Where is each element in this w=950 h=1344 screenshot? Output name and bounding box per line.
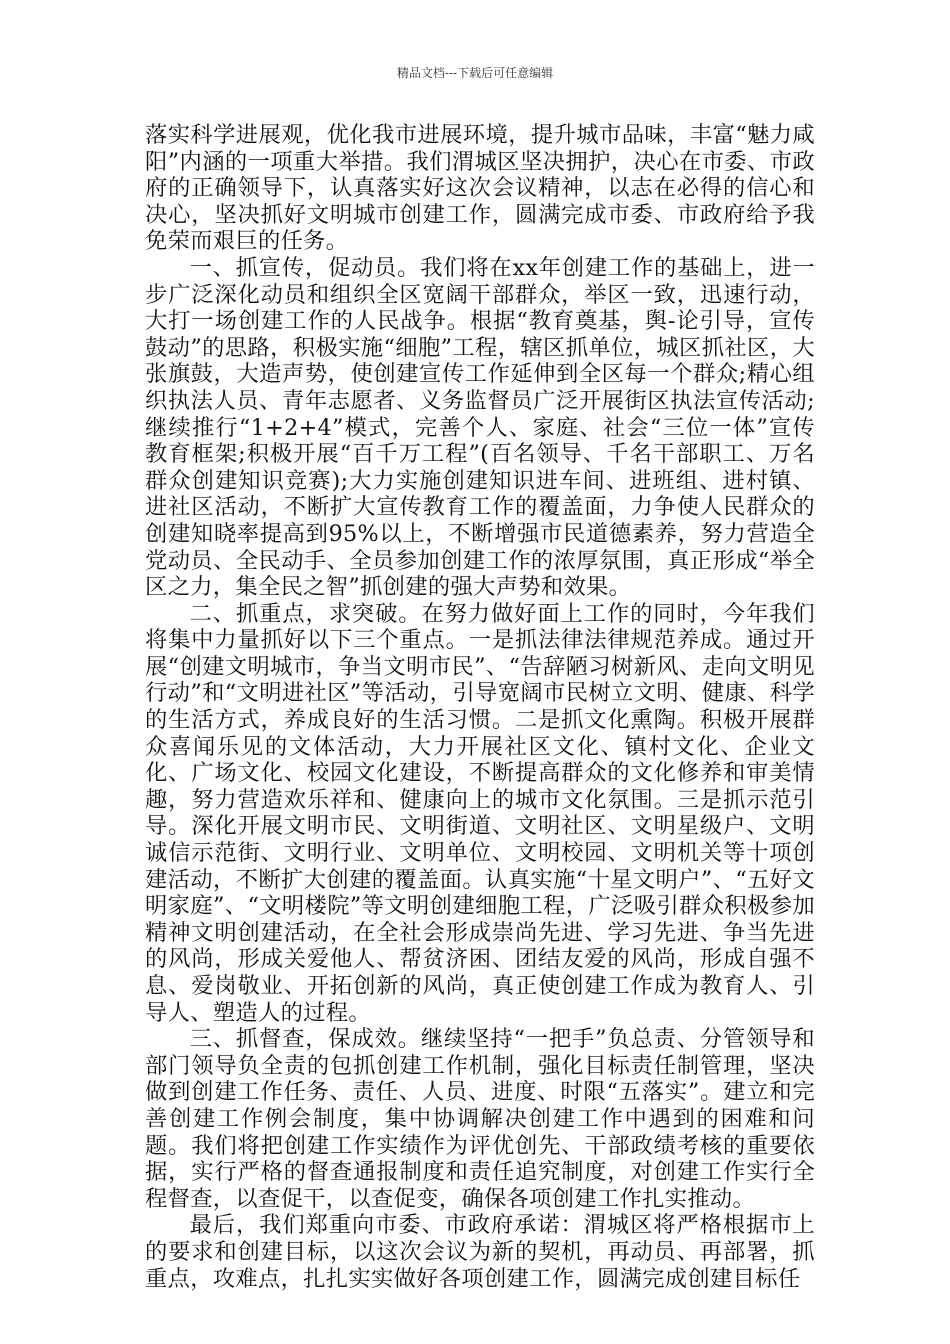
page-header: 精品文档---下载后可任意编辑 [396, 66, 554, 80]
paragraph-supervision: 三、抓督查，保成效。继续坚持“一把手”负总责、分管领导和部门领导负全责的包抓创建工作机制，强化目标责任制管理，坚决做到创建工作任务、责任、人员、进度、时限“五落实”。建立和完善创建工作例会制度，集中协调解决创建工作中遇到的困难和问题。我们将把创建工作实绩作为评优创先、干部政绩考核的重要依据，实行严格的督查通报制度和责任追究制度，对创建工作实行全程督查，以查促干，以查促变，确保各项创建工作扎实推动。 [145, 1026, 815, 1212]
paragraph-conclusion: 最后，我们郑重向市委、市政府承诺：渭城区将严格根据市上的要求和创建目标，以这次会议为新的契机，再动员、再部署，抓重点，攻难点，扎扎实实做好各项创建工作，圆满完成创建目标任 [145, 1212, 815, 1292]
paragraph-key-points: 二、抓重点，求突破。在努力做好面上工作的同时，今年我们将集中力量抓好以下三个重点。一是抓法律法律规范养成。通过开展“创建文明城市，争当文明市民”、“告辞陋习树新风、走向文明见行动”和“文明进社区”等活动，引导宽阔市民树立文明、健康、科学的生活方式，养成良好的生活习惯。二是抓文化熏陶。积极开展群众喜闻乐见的文体活动，大力开展社区文化、镇村文化、企业文化、广场文化、校园文化建设，不断提高群众的文化修养和审美情趣，努力营造欢乐祥和、健康向上的城市文化氛围。三是抓示范引导。深化开展文明市民、文明街道、文明社区、文明星级户、文明诚信示范街、文明行业、文明单位、文明校园、文明机关等十项创建活动，不断扩大创建的覆盖面。认真实施“十星文明户”、“五好文明家庭”、“文明楼院”等文明创建细胞工程，广泛吸引群众积极参加精神文明创建活动，在全社会形成崇尚先进、学习先进、争当先进的风尚，形成关爱他人、帮贫济困、团结友爱的风尚，形成自强不息、爱岗敬业、开拓创新的风尚，真正使创建工作成为教育人、引导人、塑造人的过程。 [145, 600, 815, 1026]
paragraph-intro: 落实科学进展观，优化我市进展环境，提升城市品味，丰富“魅力咸阳”内涵的一项重大举措。我们渭城区坚决拥护，决心在市委、市政府的正确领导下，认真落实好这次会议精神，以志在必得的信心和决心，坚决抓好文明城市创建工作，圆满完成市委、市政府给予我免荣而艰巨的任务。 [145, 122, 815, 255]
document-body [145, 122, 815, 1292]
paragraph-publicity: 一、抓宣传，促动员。我们将在xx年创建工作的基础上，进一步广泛深化动员和组织全区宽阔干部群众，举区一致，迅速行动，大打一场创建工作的人民战争。根据“教育奠基，舆-论引导，宣传鼓动”的思路，积极实施“细胞”工程，辖区抓单位，城区抓社区，大张旗鼓，大造声势，使创建宣传工作延伸到全区每一个群众;精心组织执法人员、青年志愿者、义务监督员广泛开展街区执法宣传活动;继续推行“1+2+4”模式，完善个人、家庭、社会“三位一体”宣传教育框架;积极开展“百千万工程”(百名领导、千名干部职工、万名群众创建知识竞赛);大力实施创建知识进车间、进班组、进村镇、进社区活动，不断扩大宣传教育工作的覆盖面，力争使人民群众的创建知晓率提高到95%以上，不断增强市民道德素养，努力营造全党动员、全民动手、全员参加创建工作的浓厚氛围，真正形成“举全区之力，集全民之智”抓创建的强大声势和效果。 [145, 254, 815, 601]
